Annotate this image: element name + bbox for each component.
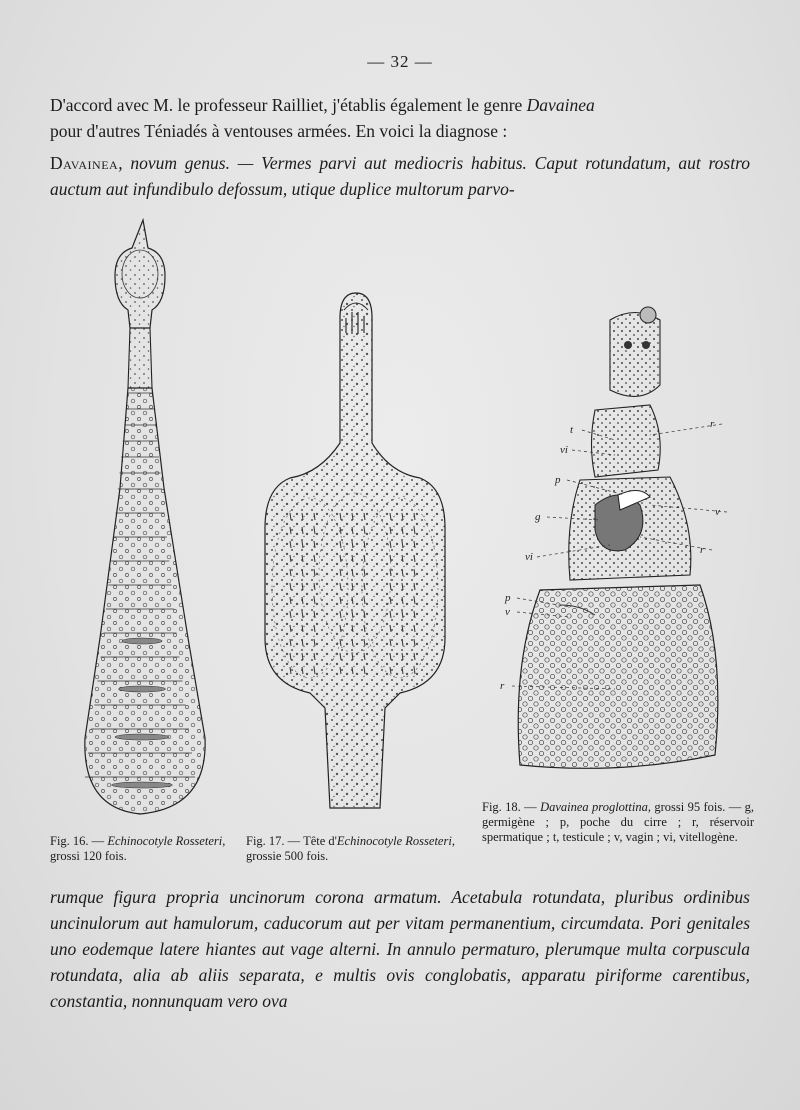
figure-18-letter: p — [505, 592, 511, 604]
figure-18-letter: p — [555, 474, 561, 486]
intro-paragraph — [50, 92, 750, 202]
figure-16-caption: Fig. 16. — Echinocotyle Rosseteri, grossi 120 fois. — [50, 834, 226, 863]
cirrus-sac — [112, 782, 173, 788]
figure-17-title: Echinocotyle Rosseteri — [336, 834, 452, 848]
figure-17-illustration — [240, 288, 470, 818]
genus-diagnosis — [50, 150, 750, 202]
intro-line-1: D'accord avec M. le professeur Railliet, j'établis également le genre Davainea — [50, 95, 595, 115]
cirrus-sac — [115, 734, 169, 740]
figure-18-letter: t — [570, 424, 574, 436]
figure-18-letter: r — [500, 680, 505, 692]
genus-name-inline: Davainea — [526, 95, 595, 115]
intro-line-2: pour d'autres Téniadés à ventouses armées. En voici la diagnose : — [50, 121, 508, 141]
page-number: — 32 — — [367, 52, 433, 71]
figure-18-letter: vi — [525, 551, 533, 563]
figure-18-letter: vi — [560, 444, 568, 456]
figure-17-caption: Fig. 17. — Tête d'Echinocotyle Rosseteri, grossie 500 fois. — [246, 834, 455, 863]
latin-paragraph: rumque figura propria uncinorum corona armatum. Acetabula rotundata, pluribus ordinibus uncinulorum aut hamulorum, caducorum aut per vitam permanentium, circumdata. Pori genitales uno eodemque latere hiantes aut vage alterni. In annulo permaturo, plerumque multa corpuscula rotundata, alia ab aliis separata, e multis ovis conglobatis, apparatu piriforme carentibus, constantia, nonnunquam vero ova — [50, 887, 750, 1011]
figure-16-title: Echinocotyle Rosseteri — [107, 834, 223, 848]
figure-18-illustration — [500, 305, 740, 795]
figure-18-letter: g — [535, 511, 541, 523]
figure-18-letter: r — [710, 418, 715, 430]
figure-16-illustration — [70, 218, 240, 823]
genus-label: , novum genus. — — [118, 153, 254, 173]
figure-18-title: Davainea proglottina — [540, 800, 648, 814]
figure-18-letter: v — [715, 506, 720, 518]
diagnosis-start: Vermes parvi aut mediocris habitus. Caput rotundatum, aut rostro auctum aut infundibulo defossum, utique duplice multorum parvo- — [50, 153, 750, 199]
figure-18-letter: r — [700, 544, 705, 556]
genus-heading: Davainea — [50, 153, 119, 173]
cirrus-sac — [119, 686, 166, 692]
cirrus-sac — [122, 638, 162, 644]
figure-18-letter: v — [505, 606, 510, 618]
diagnosis-continuation — [50, 884, 750, 1014]
figure-18-caption: Fig. 18. — Davainea proglottina, grossi 95 fois. — g, germigène ; p, poche du cirre ; r, réservoir spermatique ; t, testicule ; v, vagin ; vi, vitellogène. — [482, 800, 754, 844]
